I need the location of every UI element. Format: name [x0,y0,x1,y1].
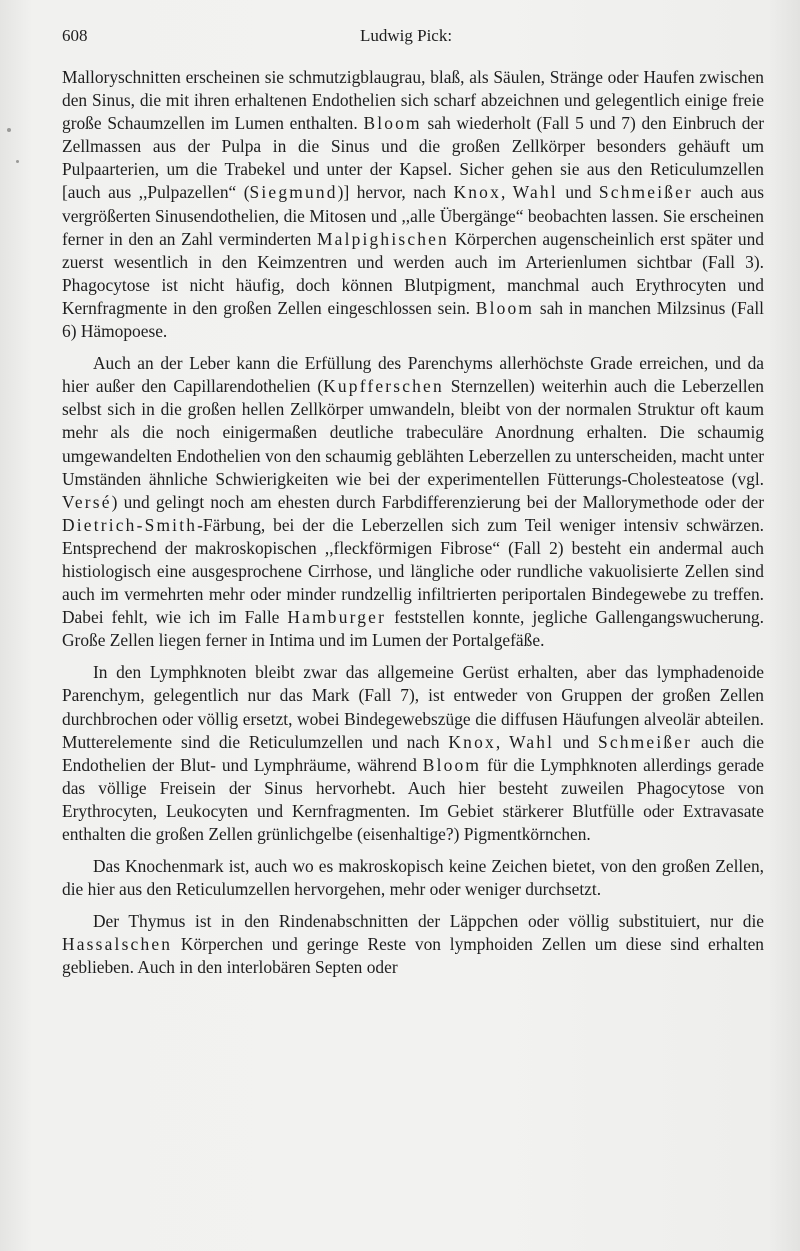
paragraph-p2 [62,352,764,652]
text-run: auch die Endothelien der Blut- und Lymphräume, während [62,731,764,775]
text-run: feststellen konnte, jegliche Gallengangswucherung. Große Zellen liegen ferner in Intima und im Lumen der Portalgefäße. [62,607,764,651]
spaced-name: Siegmund [249,182,338,203]
spaced-name: Wahl [512,182,558,203]
text-run: Körperchen und geringe Reste von lymphoiden Zellen um diese sind erhalten geblieben. Auch in den interlobären Septen oder [62,934,764,978]
spaced-name: Knox [453,182,501,203]
text-run: ) und gelingt noch am ehesten durch Farbdifferenzierung bei der Mallorymethode oder der [111,491,764,512]
spaced-name: Bloom [422,754,482,775]
paragraph-p4 [62,855,764,901]
spaced-name: Schmeißer [598,182,694,203]
paragraph-p3 [62,661,764,846]
body-text [62,66,764,989]
text-run: Sternzellen) weiterhin auch die Leberzellen selbst sich in die großen hellen Zellkörper umwandeln, bleibt von der normalen Struktur oft kaum mehr als die noch einigermaßen deutliche trabeculäre Anordnung erhalten. Die schaumig umgewandelten Endothelien von den schaumig geblähten Leberzellen zu unterscheiden, macht unter Umständen ähnliche Schwierigkeiten wie bei der experimentellen Fütterungs-Cholesteatose (vgl. [62,376,764,489]
spaced-name: Versé [62,491,112,512]
spaced-name: Malpighischen [316,228,449,249]
margin-speck [16,160,19,163]
spaced-name: Schmeißer [598,731,693,752]
page-header [62,26,764,52]
running-head: Ludwig Pick: [360,26,453,45]
text-run: , [500,182,513,203]
page-number: 608 [62,26,88,45]
spaced-name: Knox [448,731,496,752]
text-run: und [557,182,599,203]
text-run: Malloryschnitten erscheinen sie schmutzigblaugrau, blaß, als Säulen, Stränge oder Haufen zwischen den Sinus, die mit ihren erhaltenen Endothelien sich scharf abzeichnen und gelegentlich einige freie große Schaumzellen im Lumen enthalten. [62,67,764,134]
text-run: Körperchen augenscheinlich erst später und zuerst wesentlich in den Keimzentren und werden auch im Arterienlumen sichtbar (Fall 3). Phagocytose ist nicht häufig, doch können Blutpigment, manchmal auch Erythrocyten und Kernfragmente in den großen Zellen eingeschlossen sein. [62,228,764,318]
text-run: Auch an der Leber kann die Erfüllung des Parenchyms allerhöchste Grade erreichen, und da hier außer den Capillarendothelien ( [62,353,764,397]
text-run: sah in manchen Milzsinus (Fall 6) Hämopoese. [62,297,764,342]
spaced-name: Bloom [475,297,535,318]
text-run: , [495,731,510,752]
text-run: Der Thymus ist in den Rindenabschnitten der Läppchen oder völlig substituiert, nur die [93,911,764,932]
text-run: In den Lymphknoten bleibt zwar das allgemeine Gerüst erhalten, aber das lymphadenoide Parenchym, gelegentlich nur das Mark (Fall 7), ist entweder von Gruppen der großen Zellen durchbrochen oder völlig ersetzt, wobei Bindegewebszüge die diffusen Häufungen alveolär abteilen. Mutterelemente sind die Reticulumzellen und nach [62,662,764,752]
text-run: für die Lymphknoten allerdings gerade das völlige Freisein der Sinus hervorhebt. Auch hier besteht zuweilen Phagocytose von Erythrocyten, Leukocyten und Kernfragmenten. Im Gebiet stärkerer Blutfülle oder Extravasate enthalten die großen Zellen grünlichgelbe (eisenhaltige?) Pigmentkörnchen. [62,754,764,844]
spaced-name: Dietrich-Smith [62,514,198,535]
paragraph-p1 [62,66,764,343]
paragraph-p5 [62,910,764,979]
spaced-name: Bloom [363,113,422,134]
text-run: Das Knochenmark ist, auch wo es makroskopisch keine Zeichen bietet, von den großen Zellen, die hier aus den Reticulumzellen hervorgehen, mehr oder weniger durchsetzt. [62,856,764,900]
spaced-name: Hassalschen [62,934,173,955]
text-run: )] hervor, nach [337,182,454,203]
text-run: -Färbung, bei der die Leberzellen sich zum Teil weniger intensiv schwärzen. Entsprechend der makroskopischen ,,fleckförmigen Fibrose“ (Fall 2) besteht ein andermal auch histiologisch eine ausgesprochene Cirrhose, und längliche oder rundliche vakuolisierte Zellen sind auch im vermehrten mehr oder minder rundzellig infiltrierten periportalen Bindegewebe zu treffen. Dabei fehlt, wie ich im Falle [62,514,764,628]
text-run: auch aus vergrößerten Sinusendothelien, die Mitosen und ,,alle Übergänge“ beobachten lassen. Sie erscheinen ferner in den an Zahl verminderten [62,182,764,249]
spaced-name: Hamburger [287,607,387,628]
text-run: sah wiederholt (Fall 5 und 7) den Einbruch der Zellmassen aus der Pulpa in die Sinus und die großen Zellkörper besonders gehäuft um Pulpaarterien, um die Trabekel und unter der Kapsel. Sicher gehen sie aus den Reticulumzellen [auch aus ,,Pulpazellen“ ( [62,113,764,203]
text-run: und [554,731,598,752]
spaced-name: Kupfferschen [323,376,444,397]
margin-speck [7,128,11,132]
spaced-name: Wahl [509,731,555,752]
